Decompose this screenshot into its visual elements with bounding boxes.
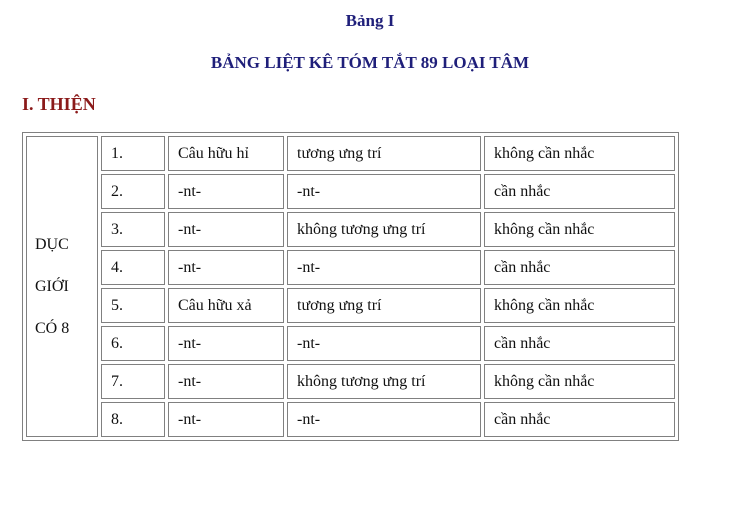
consciousness-table: [22, 132, 679, 441]
page-title: BẢNG LIỆT KÊ TÓM TẮT 89 LOẠI TÂM: [210, 53, 530, 72]
knowledge-cell: không tương ưng trí: [287, 364, 481, 399]
group-label-line: CÓ 8: [35, 319, 70, 337]
feeling-cell: -nt-: [168, 250, 284, 285]
knowledge-cell: -nt-: [287, 250, 481, 285]
row-number: 1.: [101, 136, 165, 171]
feeling-cell: Câu hữu hỉ: [168, 136, 284, 171]
feeling-cell: Câu hữu xả: [168, 288, 284, 323]
table-row: [26, 250, 675, 285]
prompting-cell: cần nhắc: [484, 174, 675, 209]
table-row: [26, 364, 675, 399]
knowledge-cell: -nt-: [287, 402, 481, 437]
feeling-cell: -nt-: [168, 174, 284, 209]
row-number: 2.: [101, 174, 165, 209]
knowledge-cell: -nt-: [287, 326, 481, 361]
prompting-cell: không cần nhắc: [484, 364, 675, 399]
prompting-cell: không cần nhắc: [484, 288, 675, 323]
section-title: I. THIỆN: [22, 94, 96, 114]
group-label-line: GIỚI: [35, 277, 69, 295]
row-number: 3.: [101, 212, 165, 247]
prompting-cell: cần nhắc: [484, 402, 675, 437]
table-row: [26, 288, 675, 323]
feeling-cell: -nt-: [168, 364, 284, 399]
table-row: [26, 174, 675, 209]
group-label-line: DỤC: [35, 235, 69, 253]
row-number: 6.: [101, 326, 165, 361]
prompting-cell: không cần nhắc: [484, 136, 675, 171]
row-number: 5.: [101, 288, 165, 323]
row-number: 8.: [101, 402, 165, 437]
prompting-cell: cần nhắc: [484, 250, 675, 285]
table-row: [26, 402, 675, 437]
feeling-cell: -nt-: [168, 326, 284, 361]
table-label: Bảng I: [345, 11, 395, 30]
feeling-cell: -nt-: [168, 402, 284, 437]
table-row: [26, 326, 675, 361]
row-number: 4.: [101, 250, 165, 285]
knowledge-cell: tương ưng trí: [287, 288, 481, 323]
feeling-cell: -nt-: [168, 212, 284, 247]
knowledge-cell: không tương ưng trí: [287, 212, 481, 247]
knowledge-cell: -nt-: [287, 174, 481, 209]
table-row: [26, 136, 675, 171]
row-number: 7.: [101, 364, 165, 399]
prompting-cell: không cần nhắc: [484, 212, 675, 247]
prompting-cell: cần nhắc: [484, 326, 675, 361]
group-label-cell: [26, 136, 98, 437]
table-row: [26, 212, 675, 247]
knowledge-cell: tương ưng trí: [287, 136, 481, 171]
